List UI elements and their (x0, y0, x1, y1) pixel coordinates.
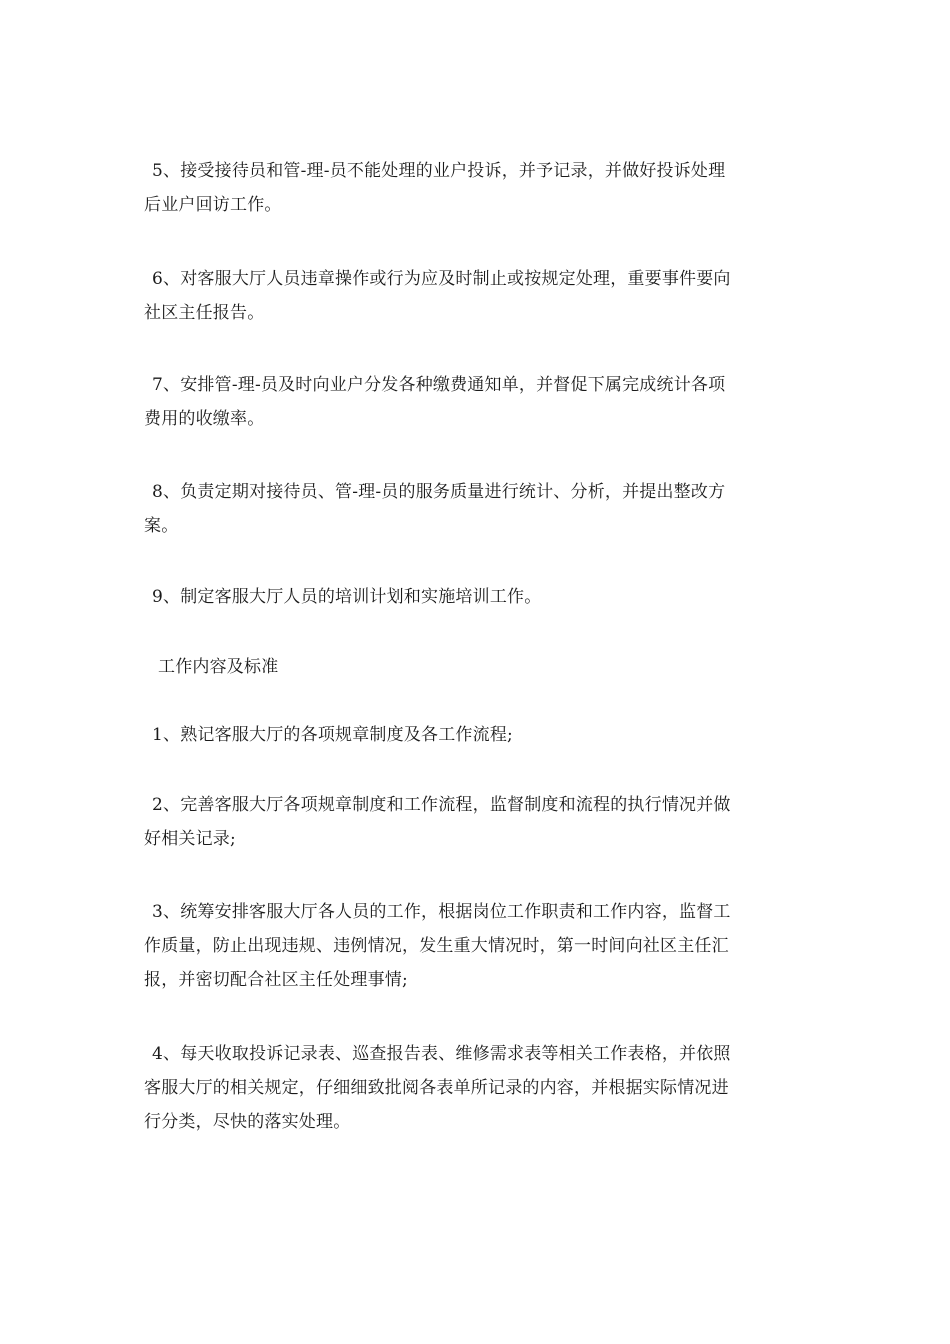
paragraph-item-7 (144, 368, 804, 436)
paragraph-item-9 (144, 580, 804, 614)
paragraph-line: 案。 (144, 516, 179, 536)
paragraph-line: 费用的收缴率。 (144, 409, 265, 429)
paragraph-line: 作质量，防止出现违规、违例情况，发生重大情况时，第一时间向社区主任汇 (144, 936, 729, 956)
paragraph-line: 6、对客服大厅人员违章操作或行为应及时制止或按规定处理，重要事件要向 (152, 269, 731, 289)
section-heading-text: 工作内容及标准 (158, 657, 279, 677)
paragraph-line: 3、统筹安排客服大厅各人员的工作，根据岗位工作职责和工作内容，监督工 (152, 902, 731, 922)
standard-item-3 (144, 895, 804, 997)
paragraph-line: 7、安排管-理-员及时向业户分发各种缴费通知单，并督促下属完成统计各项 (152, 375, 726, 395)
paragraph-line: 8、负责定期对接待员、管-理-员的服务质量进行统计、分析，并提出整改方 (152, 482, 726, 502)
paragraph-item-5 (144, 154, 804, 222)
paragraph-item-6 (144, 262, 804, 330)
paragraph-line: 行分类，尽快的落实处理。 (144, 1112, 351, 1132)
standard-item-4 (144, 1037, 804, 1139)
paragraph-line: 1、熟记客服大厅的各项规章制度及各工作流程; (152, 725, 513, 745)
paragraph-line: 好相关记录; (144, 829, 236, 849)
paragraph-item-8 (144, 475, 804, 543)
paragraph-line: 后业户回访工作。 (144, 195, 282, 215)
paragraph-line: 5、接受接待员和管-理-员不能处理的业户投诉，并予记录，并做好投诉处理 (152, 161, 726, 181)
paragraph-line: 报，并密切配合社区主任处理事情; (144, 970, 408, 990)
section-heading (144, 650, 804, 684)
standard-item-1 (144, 718, 804, 752)
paragraph-line: 客服大厅的相关规定，仔细细致批阅各表单所记录的内容，并根据实际情况进 (144, 1078, 729, 1098)
standard-item-2 (144, 788, 804, 856)
paragraph-line: 社区主任报告。 (144, 303, 265, 323)
paragraph-line: 9、制定客服大厅人员的培训计划和实施培训工作。 (152, 587, 542, 607)
paragraph-line: 4、每天收取投诉记录表、巡查报告表、维修需求表等相关工作表格，并依照 (152, 1044, 731, 1064)
paragraph-line: 2、完善客服大厅各项规章制度和工作流程，监督制度和流程的执行情况并做 (152, 795, 731, 815)
